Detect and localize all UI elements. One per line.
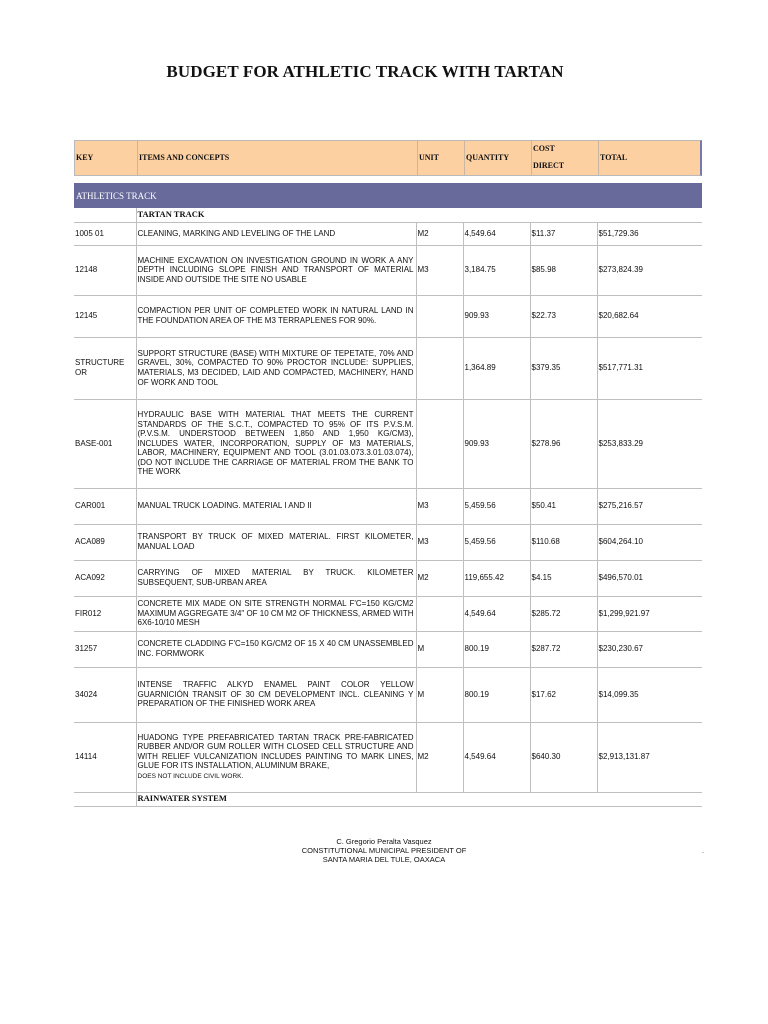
header-unit: UNIT xyxy=(419,153,440,162)
row-total: $253,833.29 xyxy=(597,399,702,488)
header-items: ITEMS AND CONCEPTS xyxy=(139,153,230,162)
row-cost: $4.15 xyxy=(530,560,597,596)
row-quantity: 119,655.42 xyxy=(463,560,530,596)
table-row xyxy=(74,337,702,399)
row-quantity: 800.19 xyxy=(463,667,530,722)
row-concept: SUPPORT STRUCTURE (BASE) WITH MIXTURE OF TEPETATE, 70% AND GRAVEL, 30%, COMPACTED TO 90% PROCTOR INCLUDE: SUPPLIES, MATERIALS, M3 DECIDED, LAID AND COMPACTED, MACHINERY, HAND OF WORK AND TOOL xyxy=(136,337,416,399)
row-total: $273,824.39 xyxy=(597,245,702,295)
document-title: BUDGET FOR ATHLETIC TRACK WITH TARTAN xyxy=(166,62,564,81)
row-cost: $278.96 xyxy=(530,399,597,488)
row-key: STRUCTURE OR xyxy=(74,337,136,399)
row-key: FIR012 xyxy=(74,596,136,631)
row-quantity: 4,549.64 xyxy=(463,596,530,631)
row-quantity: 5,459.56 xyxy=(463,524,530,560)
row-key: 12145 xyxy=(74,295,136,337)
row-unit: M3 xyxy=(416,524,463,560)
row-total: $2,913,131.87 xyxy=(597,722,702,792)
row-cost: $287.72 xyxy=(530,631,597,667)
header-total: TOTAL xyxy=(600,153,628,162)
signatory-title: CONSTITUTIONAL MUNICIPAL PRESIDENT OF xyxy=(301,846,467,855)
row-total: $51,729.36 xyxy=(597,222,702,245)
section-athletics-track: ATHLETICS TRACK xyxy=(74,183,702,208)
subsection-tartan-track: TARTAN TRACK xyxy=(136,208,416,222)
row-concept: MACHINE EXCAVATION ON INVESTIGATION GROUND IN WORK A ANY DEPTH INCLUDING SLOPE FINISH AND TRANSPORT OF MATERIAL INSIDE AND OUTSIDE THE SITE NO USABLE xyxy=(136,245,416,295)
table-row xyxy=(74,722,702,792)
row-unit xyxy=(416,337,463,399)
row-concept: TRANSPORT BY TRUCK OF MIXED MATERIAL. FIRST KILOMETER, MANUAL LOAD xyxy=(136,524,416,560)
row-total: $496,570.01 xyxy=(597,560,702,596)
row-unit: M2 xyxy=(416,560,463,596)
table-row xyxy=(74,667,702,722)
row-key: 34024 xyxy=(74,667,136,722)
row-total: $230,230.67 xyxy=(597,631,702,667)
table-header xyxy=(74,140,702,176)
row-total: $604,264.10 xyxy=(597,524,702,560)
row-concept: CARRYING OF MIXED MATERIAL BY TRUCK. KILOMETER SUBSEQUENT, SUB-URBAN AREA xyxy=(136,560,416,596)
row-key: CAR001 xyxy=(74,488,136,524)
budget-table xyxy=(74,140,702,807)
header-cost: COST xyxy=(533,144,555,153)
row-concept-note: DOES NOT INCLUDE CIVIL WORK. xyxy=(137,772,244,780)
row-cost: $285.72 xyxy=(530,596,597,631)
subsection-row xyxy=(74,208,702,222)
signatory-location: SANTA MARIA DEL TULE, OAXACA xyxy=(322,855,446,864)
row-key: 1005 01 xyxy=(74,222,136,245)
header-quantity: QUANTITY xyxy=(466,153,510,162)
row-total: $20,682.64 xyxy=(597,295,702,337)
row-cost: $85.98 xyxy=(530,245,597,295)
row-key: 14114 xyxy=(74,722,136,792)
subsection-row xyxy=(74,792,702,806)
table-row xyxy=(74,399,702,488)
stray-mark: . xyxy=(702,848,704,855)
table-row xyxy=(74,295,702,337)
row-quantity: 909.93 xyxy=(463,295,530,337)
row-cost: $110.68 xyxy=(530,524,597,560)
table-row xyxy=(74,524,702,560)
row-key: ACA089 xyxy=(74,524,136,560)
row-cost: $22.73 xyxy=(530,295,597,337)
row-total: $1,299,921.97 xyxy=(597,596,702,631)
row-quantity: 3,184.75 xyxy=(463,245,530,295)
row-cost: $11.37 xyxy=(530,222,597,245)
row-quantity: 5,459.56 xyxy=(463,488,530,524)
row-quantity: 4,549.64 xyxy=(463,222,530,245)
row-concept-text: HUADONG TYPE PREFABRICATED TARTAN TRACK PRE-FABRICATED RUBBER AND/OR GUM ROLLER WITH CLOSED CELL STRUCTURE AND WITH RELIEF VULCANIZATION INCLUDES PAINTING TO MARK LINES, GLUE FOR ITS INSTALLATION, ALUMINUM BRAKE, xyxy=(137,732,414,771)
row-concept xyxy=(136,722,416,792)
row-cost: $379.35 xyxy=(530,337,597,399)
row-quantity: 4,549.64 xyxy=(463,722,530,792)
row-total: $517,771.31 xyxy=(597,337,702,399)
row-unit: M3 xyxy=(416,245,463,295)
row-key: BASE-001 xyxy=(74,399,136,488)
signatory-name: C. Gregorio Peralta Vasquez xyxy=(336,837,432,846)
row-cost: $50.41 xyxy=(530,488,597,524)
row-quantity: 909.93 xyxy=(463,399,530,488)
table-row xyxy=(74,560,702,596)
row-concept: HYDRAULIC BASE WITH MATERIAL THAT MEETS THE CURRENT STANDARDS OF THE S.C.T., COMPACTED TO 95% OF ITS P.V.S.M. (P.V.S.M. UNDERSTOOD BETWEEN 1,850 AND 1,950 KG/CM3), INCLUDES WATER, INCORPORATION, SUPPLY OF M3 MATERIALS, LABOR, MACHINERY, EQUIPMENT AND TOOL (3.01.03.073.3.01.03.074), (DO NOT INCLUDE THE CARRIAGE OF MATERIAL FROM THE BANK TO THE WORK xyxy=(136,399,416,488)
row-unit xyxy=(416,596,463,631)
signature-block xyxy=(0,837,768,864)
table-row xyxy=(74,222,702,245)
row-quantity: 800.19 xyxy=(463,631,530,667)
row-cost: $640.30 xyxy=(530,722,597,792)
row-unit: M2 xyxy=(416,222,463,245)
row-unit: M xyxy=(416,631,463,667)
row-total: $275,216.57 xyxy=(597,488,702,524)
header-key: KEY xyxy=(76,153,94,162)
row-concept: CLEANING, MARKING AND LEVELING OF THE LAND xyxy=(136,222,416,245)
row-unit: M3 xyxy=(416,488,463,524)
row-cost: $17.62 xyxy=(530,667,597,722)
table-row xyxy=(74,488,702,524)
row-unit xyxy=(416,399,463,488)
row-unit xyxy=(416,295,463,337)
row-total: $14,099.35 xyxy=(597,667,702,722)
row-concept: MANUAL TRUCK LOADING. MATERIAL I AND II xyxy=(136,488,416,524)
row-concept: CONCRETE CLADDING F'C=150 KG/CM2 OF 15 X 40 CM UNASSEMBLED INC. FORMWORK xyxy=(136,631,416,667)
table-row xyxy=(74,596,702,631)
row-quantity: 1,364.89 xyxy=(463,337,530,399)
header-direct: DIRECT xyxy=(533,161,565,170)
row-key: 31257 xyxy=(74,631,136,667)
table-row xyxy=(74,631,702,667)
subsection-rainwater-system: RAINWATER SYSTEM xyxy=(136,792,416,806)
table-row xyxy=(74,245,702,295)
row-concept: CONCRETE MIX MADE ON SITE STRENGTH NORMAL F'C=150 KG/CM2 MAXIMUM AGGREGATE 3/4" OF 10 CM M2 OF THICKNESS, ARMED WITH 6X6-10/10 MESH xyxy=(136,596,416,631)
items-table xyxy=(74,208,702,807)
row-concept: INTENSE TRAFFIC ALKYD ENAMEL PAINT COLOR YELLOW GUARNICIÓN TRANSIT OF 30 CM DEVELOPMENT INCL. CLEANING Y PREPARATION OF THE FINISHED WORK AREA xyxy=(136,667,416,722)
row-key: ACA092 xyxy=(74,560,136,596)
row-key: 12148 xyxy=(74,245,136,295)
row-unit: M xyxy=(416,667,463,722)
row-unit: M2 xyxy=(416,722,463,792)
row-concept: COMPACTION PER UNIT OF COMPLETED WORK IN NATURAL LAND IN THE FOUNDATION AREA OF THE M3 TERRAPLENES FOR 90%. xyxy=(136,295,416,337)
